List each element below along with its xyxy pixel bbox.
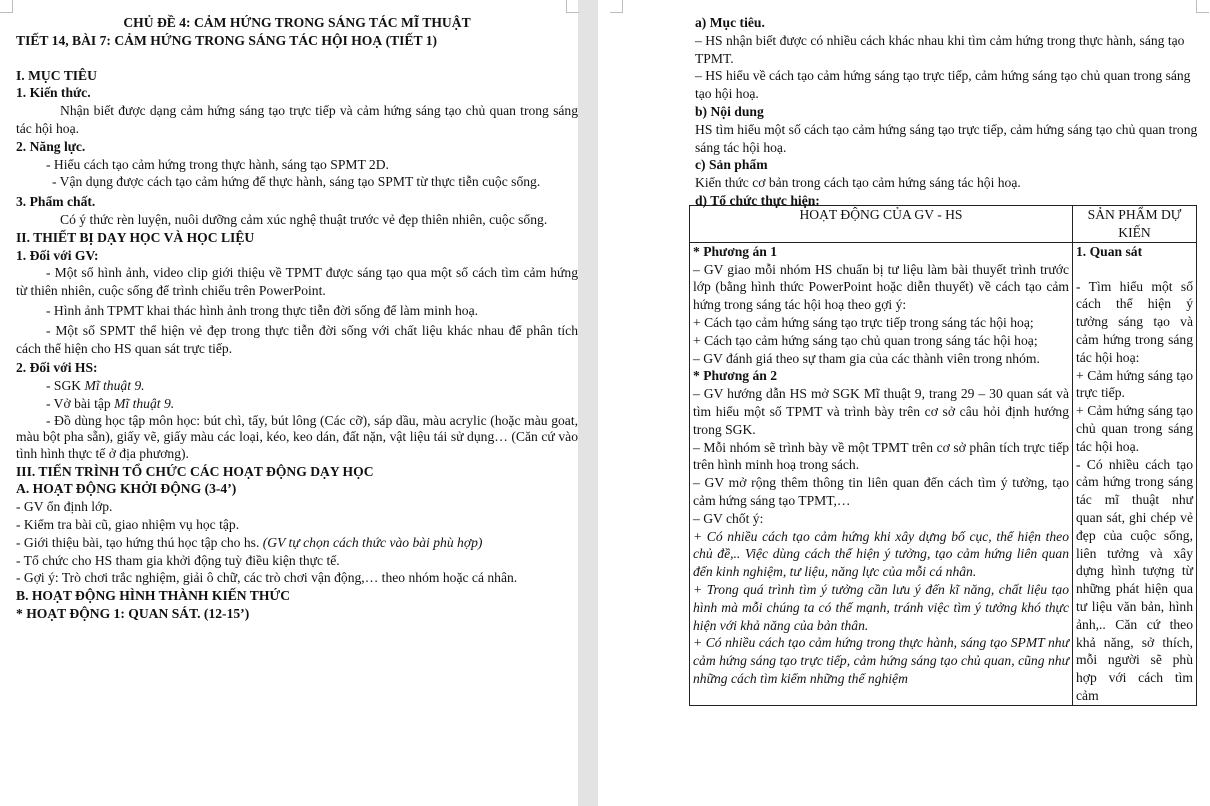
activity-heading: * HOẠT ĐỘNG 1: QUAN SÁT. (12-15’) xyxy=(16,605,250,621)
crop-mark xyxy=(0,0,13,13)
cell-line: – GV giao mỗi nhóm HS chuẩn bị tư liệu làm bài thuyết trình trước lớp (bằng hình thức PowerPoint hoặc diễn thuyết) về cách tạo cảm hứng trong sáng tác hội hoạ theo gợi ý: xyxy=(693,261,1069,313)
section-heading: III. TIẾN TRÌNH TỔ CHỨC CÁC HOẠT ĐỘNG DẠY HỌC xyxy=(16,463,374,479)
table-header-row xyxy=(690,205,1197,242)
section-heading: B. HOẠT ĐỘNG HÌNH THÀNH KIẾN THỨC xyxy=(16,588,291,604)
subsection-heading: c) Sản phẩm xyxy=(695,157,768,173)
right-page xyxy=(695,0,1203,706)
list-item: - Một số hình ảnh, video clip giới thiệu về TPMT được sáng tạo qua một số cách tìm cảm hứng từ thiên nhiên, cuộc sống để trình chiếu trên PowerPoint. xyxy=(16,265,578,299)
list-item xyxy=(16,395,578,413)
section-heading: I. MỤC TIÊU xyxy=(16,67,97,83)
cell-line: – Mỗi nhóm sẽ trình bày về một TPMT trên cơ sở phân tích trực tiếp trên hình minh hoạ trong sách. xyxy=(693,439,1069,473)
note-text: (GV tự chọn cách thức vào bài phù hợp) xyxy=(262,534,483,550)
table-header-product: SẢN PHẨM DỰ KIẾN xyxy=(1073,205,1197,242)
subsection-heading: b) Nội dung xyxy=(695,103,764,119)
cell-line: + Cách tạo cảm hứng sáng tạo chủ quan trong sáng tác hội hoạ; xyxy=(693,332,1038,348)
subsection-heading: 1. Kiến thức. xyxy=(16,85,91,101)
cell-line: + Có nhiều cách tạo cảm hứng khi xây dựng bố cục, thể hiện theo chủ đề,.. Việc dùng cách thể hiện ý tưởng, tạo cảm hứng liên quan đến kinh nghiệm, tư liệu, năng lực của mỗi cá nhân. xyxy=(693,528,1069,580)
subsection-heading: 1. Đối với GV: xyxy=(16,247,99,263)
cell-line: – GV mở rộng thêm thông tin liên quan đến cách tìm ý tưởng, tạo cảm hứng sáng tạo TPMT,… xyxy=(693,475,1069,508)
list-item: - Hình ảnh TPMT khai thác hình ảnh trong thực tiễn đời sống để làm minh hoạ. xyxy=(46,302,478,318)
list-item: - Kiểm tra bài cũ, giao nhiệm vụ học tập. xyxy=(16,516,240,532)
topic-title: CHỦ ĐỀ 4: CẢM HỨNG TRONG SÁNG TÁC MĨ THUẬT xyxy=(123,15,471,30)
cell-line: - Tìm hiểu một số cách thể hiện ý tưởng sáng tạo và cảm hứng trong sáng tác hội hoạ: xyxy=(1076,278,1193,365)
book-title: Mĩ thuật 9. xyxy=(114,395,175,411)
cell-line: – GV hướng dẫn HS mở SGK Mĩ thuật 9, trang 29 – 30 quan sát và tìm hiểu một số TPMT và trình bày trên cơ sở câu hỏi định hướng trong SGK. xyxy=(693,386,1069,437)
section-heading: A. HOẠT ĐỘNG KHỞI ĐỘNG (3-4’) xyxy=(16,481,237,497)
subsection-heading: a) Mục tiêu. xyxy=(695,15,765,30)
list-item: - GV ổn định lớp. xyxy=(16,499,113,515)
list-item: - Gợi ý: Trò chơi trắc nghiệm, giải ô chữ, các trò chơi vận động,… theo nhóm hoặc cá nhân. xyxy=(16,570,518,586)
subsection-heading: 3. Phẩm chất. xyxy=(16,194,96,210)
product-heading: 1. Quan sát xyxy=(1076,243,1143,259)
cell-line: + Cách tạo cảm hứng sáng tạo trực tiếp trong sáng tác hội hoạ; xyxy=(693,314,1034,330)
cell-line: + Cảm hứng sáng tạo trực tiếp. xyxy=(1076,367,1193,401)
list-item: - Vận dụng được cách tạo cảm hứng để thực hành, sáng tạo SPMT từ thực tiễn cuộc sống. xyxy=(52,174,541,190)
option-heading: * Phương án 1 xyxy=(693,243,778,259)
cell-line: – GV đánh giá theo sự tham gia của các thành viên trong nhóm. xyxy=(693,350,1040,366)
table-header-activity: HOẠT ĐỘNG CỦA GV - HS xyxy=(690,205,1073,242)
paragraph: HS tìm hiểu một số cách tạo cảm hứng sáng tạo trực tiếp, cảm hứng sáng tạo chủ quan trong sáng tác hội hoạ. xyxy=(695,121,1198,155)
lesson-title: TIẾT 14, BÀI 7: CẢM HỨNG TRONG SÁNG TÁC HỘI HOẠ (TIẾT 1) xyxy=(16,32,438,48)
cell-line: + Có nhiều cách tạo cảm hứng trong thực hành, sáng tạo SPMT như cảm hứng sáng tạo trực tiếp, cảm hứng sáng tạo chủ quan, cũng như những cách tìm kiếm những thế nghiệm xyxy=(693,635,1069,686)
subsection-heading: 2. Năng lực. xyxy=(16,138,86,154)
list-item xyxy=(16,534,578,552)
paragraph: Kiến thức cơ bản trong cách tạo cảm hứng sáng tác hội hoạ. xyxy=(695,175,1021,191)
list-item: – HS hiểu về cách tạo cảm hứng sáng tạo trực tiếp, cảm hứng sáng tạo chủ quan trong sáng tạo hội hoạ. xyxy=(695,68,1191,102)
list-item: - Tổ chức cho HS tham gia khởi động tuỳ điều kiện thực tế. xyxy=(16,552,340,568)
list-item: – HS nhận biết được có nhiều cách khác nhau khi tìm cảm hứng trong thực hành, sáng tạo TPMT. xyxy=(695,32,1185,66)
activity-cell xyxy=(690,242,1073,705)
subsection-heading: d) Tổ chức thực hiện: xyxy=(695,192,820,208)
table-row xyxy=(690,242,1197,705)
page-gutter xyxy=(578,0,598,806)
product-cell xyxy=(1073,242,1197,705)
cell-line: - Có nhiều cách tạo cảm hứng trong sáng tác mĩ thuật như quan sát, ghi chép vẻ đẹp của cuộc sống, liên tưởng và xây dựng hình tượng từ những phát hiện qua tư liệu văn bản, hình ảnh,.. Căn cứ theo khả năng, sở thích, mỗi người sẽ phù hợp với cách tìm cảm xyxy=(1076,456,1193,703)
section-heading: II. THIẾT BỊ DẠY HỌC VÀ HỌC LIỆU xyxy=(16,229,255,245)
paragraph: Có ý thức rèn luyện, nuôi dưỡng cảm xúc nghệ thuật trước vẻ đẹp thiên nhiên, cuộc sống. xyxy=(60,211,548,227)
list-text: - Giới thiệu bài, tạo hứng thú học tập cho hs. xyxy=(16,534,263,550)
subsection-heading: 2. Đối với HS: xyxy=(16,360,98,376)
list-item: - Một số SPMT thể hiện vẻ đẹp trong thực tiễn đời sống với chất liệu khác nhau để phân tích cách thể hiện cho HS quan sát trực tiếp. xyxy=(16,322,578,356)
cell-line: – GV chốt ý: xyxy=(693,510,764,526)
list-item: - Hiểu cách tạo cảm hứng trong thực hành, sáng tạo SPMT 2D. xyxy=(46,156,389,172)
list-item xyxy=(16,377,578,395)
paragraph: Nhận biết được dạng cảm hứng sáng tạo trực tiếp và cảm hứng sáng tạo chủ quan trong sáng tác hội hoạ. xyxy=(16,103,578,136)
activity-table xyxy=(689,205,1197,706)
cell-line: + Cảm hứng sáng tạo chủ quan trong sáng tác hội hoạ. xyxy=(1076,403,1193,454)
crop-mark xyxy=(610,0,623,13)
list-item: - Đồ dùng học tập môn học: bút chì, tẩy, bút lông (Các cỡ), sáp dầu, màu acrylic (hoặc màu goat, màu bột pha sẵn), giấy vẽ, giấy màu các loại, kéo, keo dán, đất nặn, vật liệu tái sử dụng… (Căn cứ vào tình hình thực tế ở địa phương). xyxy=(16,412,578,461)
left-page xyxy=(16,0,578,623)
cell-line: + Trong quá trình tìm ý tưởng cần lưu ý đến kĩ năng, chất liệu tạo hình mà mỗi chúng ta có thế mạnh, tránh việc tìm ý tưởng khó thực hiện với khả năng của bản thân. xyxy=(693,581,1069,633)
book-title: Mĩ thuật 9. xyxy=(84,378,145,394)
option-heading: * Phương án 2 xyxy=(693,368,778,384)
list-text: - Vở bài tập xyxy=(46,395,115,411)
list-text: - SGK xyxy=(46,378,85,394)
